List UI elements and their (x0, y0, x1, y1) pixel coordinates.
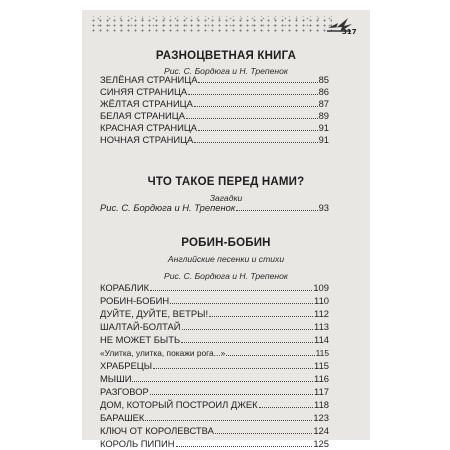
section-title: РОБИН-БОБИН (181, 237, 271, 249)
toc-entry[interactable] (100, 334, 329, 346)
dot-leader (150, 290, 312, 291)
toc-entry-title: КЛЮЧ ОТ КОРОЛЕВСТВА (100, 425, 214, 436)
dot-leader (198, 130, 318, 131)
toc-entry-page: 117 (314, 386, 329, 397)
dot-leader (198, 82, 317, 83)
toc-entry-page: 124 (313, 425, 329, 436)
toc-entry-title: «Улитка, улитка, покажи рога...» (100, 348, 226, 358)
section-title: РАЗНОЦВЕТНАЯ КНИГА (155, 50, 297, 62)
toc-entry-title: БЕЛАЯ СТРАНИЦА (100, 110, 185, 121)
toc-entry-title: ШАЛТАЙ-БОЛТАЙ (100, 321, 181, 332)
toc-entry[interactable] (100, 110, 329, 122)
toc-entry-page: 116 (314, 373, 329, 384)
toc-entry-page: 123 (313, 412, 329, 423)
toc-entry-page: 115 (314, 360, 329, 371)
toc-entry-title: КОРАБЛИК (100, 282, 150, 293)
dot-leader (259, 407, 313, 408)
toc-entry-title: БАРАШЕК (100, 412, 145, 423)
toc-entry[interactable] (100, 134, 329, 146)
section-illustrator: Рис. С. Бордюга и Н. Трепенок (164, 271, 288, 281)
toc-entry[interactable] (100, 347, 329, 359)
toc-entry-title: НЕ МОЖЕТ БЫТЬ (100, 334, 181, 345)
toc-entry[interactable] (100, 438, 329, 450)
dot-leader (194, 106, 318, 107)
toc-entry[interactable] (100, 308, 329, 320)
toc-entry-page: 118 (314, 399, 329, 410)
dot-leader (226, 355, 314, 356)
toc-entry[interactable] (100, 399, 329, 411)
toc-entry[interactable] (100, 360, 329, 372)
dot-leader (186, 118, 318, 119)
toc-entry[interactable] (100, 74, 329, 86)
toc-entry[interactable] (100, 202, 329, 214)
toc-entry-title: ДУЙТЕ, ДУЙТЕ, ВЕТРЫ! (100, 308, 209, 319)
toc-entry[interactable] (100, 321, 329, 333)
toc-entry[interactable] (100, 373, 329, 385)
section-title: ЧТО ТАКОЕ ПЕРЕД НАМИ? (147, 176, 305, 188)
dot-leader (153, 368, 313, 369)
toc-entry-page: 86 (318, 86, 329, 97)
toc-entry-title: РОБИН-БОБИН (100, 295, 170, 306)
toc-entry-page: 85 (318, 74, 329, 85)
dot-leader (181, 342, 313, 343)
toc-entry-title: НОЧНАЯ СТРАНИЦА (100, 134, 194, 145)
dot-leader (194, 142, 317, 143)
toc-entry-title: МЫШИ (100, 373, 132, 384)
toc-entry-page: 89 (318, 110, 329, 121)
dot-leader (132, 381, 313, 382)
toc-entry-page: 112 (314, 308, 329, 319)
dot-leader (209, 316, 313, 317)
toc-entry-page: 115 (315, 348, 329, 358)
dot-leader (182, 329, 314, 330)
toc-entry[interactable] (100, 282, 329, 294)
toc-entry-page: 110 (314, 295, 329, 306)
toc-entry-title: КРАСНАЯ СТРАНИЦА (100, 122, 198, 133)
toc-entry-title: РАЗГОВОР (100, 386, 149, 397)
toc-entry[interactable] (100, 98, 329, 110)
toc-entry-title: ЗЕЛЁНАЯ СТРАНИЦА (100, 74, 198, 85)
section-illustrator: Рис. С. Бордюга и Н. Трепенок (164, 66, 288, 76)
toc-entry-page: 93 (318, 202, 329, 213)
dot-leader (236, 210, 317, 211)
toc-entry-title: КОРОЛЬ ПИПИН (100, 438, 175, 449)
toc-entry-page: 113 (314, 321, 329, 332)
dot-leader (145, 420, 312, 421)
toc-entry[interactable] (100, 295, 329, 307)
toc-entry-title: ХРАБРЕЦЫ (100, 360, 153, 371)
toc-entry-title: СИНЯЯ СТРАНИЦА (100, 86, 188, 97)
toc-entry[interactable] (100, 122, 329, 134)
section-genre: Загадки (209, 193, 243, 203)
toc-entry-page: 125 (313, 438, 329, 449)
dot-leader (176, 446, 313, 447)
toc-entry-page: 109 (313, 282, 329, 293)
toc-entry[interactable] (100, 425, 329, 437)
dot-leader (188, 94, 317, 95)
toc-entry[interactable] (100, 386, 329, 398)
toc-entry[interactable] (100, 86, 329, 98)
dot-leader (215, 433, 312, 434)
toc-entry[interactable] (100, 412, 329, 424)
toc-entry-page: 87 (318, 98, 329, 109)
dot-leader (150, 394, 313, 395)
decorative-dotted-band (90, 16, 332, 32)
toc-entry-title: Рис. С. Бордюга и Н. Трепенок (100, 202, 236, 213)
section-genre: Английские песенки и стихи (167, 254, 285, 264)
toc-entry-page: 114 (314, 334, 329, 345)
toc-entry-title: ЖЁЛТАЯ СТРАНИЦА (100, 98, 193, 109)
dot-leader (170, 303, 313, 304)
toc-entry-page: 91 (318, 134, 329, 145)
page-number: 317 (342, 28, 357, 36)
toc-entry-title: ДОМ, КОТОРЫЙ ПОСТРОИЛ ДЖЕК (100, 399, 258, 410)
toc-entry-page: 91 (318, 122, 329, 133)
book-page (82, 10, 370, 449)
